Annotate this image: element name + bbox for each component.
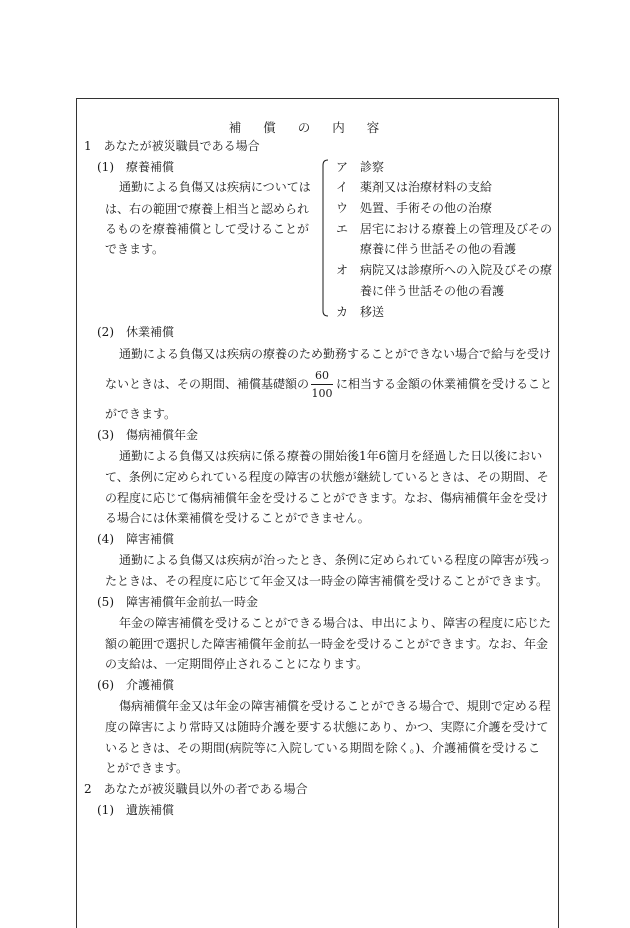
fraction-bar [311,384,333,385]
item-1-label: (1) 療養補償 [97,160,174,174]
item-3-text-line: る場合には休業補償を受けることができません。 [105,511,370,525]
item-4-text-line: 通勤による負傷又は疾病が治ったとき、条例に定められている程度の障害が残っ [119,553,551,567]
fraction-60-100 [311,369,333,400]
item-6-text-line: 傷病補償年金又は年金の障害補償を受けることができる場合で、規則で定める程 [119,699,551,713]
item-4-text-line: たときは、その程度に応じて年金又は一時金の障害補償を受けることができます。 [105,574,549,588]
item-4-label: (4) 障害補償 [97,532,174,546]
item-3-label: (3) 傷病補償年金 [97,428,198,442]
scope-item: 養に伴う世話その他の看護 [336,284,505,298]
fraction-numerator: 60 [315,369,329,382]
item-5-text-line: 額の範囲で選択した障害補償年金前払一時金を受けることができます。なお、年金 [105,637,549,651]
item-2-text-line: に相当する金額の休業補償を受けること [336,377,553,391]
item-1-intro-line: るものを療養補償として受けることが [105,222,310,236]
scope-item: イ 薬剤又は治療材料の支給 [336,180,493,194]
item-2-text-line: 通勤による負傷又は疾病の療養のため勤務することができない場合で給与を受け [119,347,552,361]
item-3-text-line: 通勤による負傷又は疾病に係る療養の開始後1年6箇月を経過した日以後におい [119,449,543,463]
scope-item: ア 診察 [336,160,385,174]
item-6-label: (6) 介護補償 [97,678,174,692]
scope-item: 療養に伴う世話その他の看護 [336,242,517,256]
scope-item: エ 居宅における療養上の管理及びその [336,222,553,236]
item-6-text-line: 度の障害により常時又は随時介護を要する状態にあり、かつ、実際に介護を受けて [105,720,549,734]
section-2-heading: 2 あなたが被災職員以外の者である場合 [84,782,308,796]
section-1-heading: 1 あなたが被災職員である場合 [84,139,260,153]
section-2-item-1-label: (1) 遺族補償 [97,803,174,817]
item-2-text-line: ができます。 [105,407,177,421]
item-2-text-line: ないときは、その期間、補償基礎額の [105,377,310,391]
scope-item: オ 病院又は診療所への入院及びその療 [336,263,553,277]
item-1-intro-line: 通勤による負傷又は疾病については [119,180,311,194]
page-title: 補償の内容 [228,120,402,135]
item-3-text-line: の程度に応じて傷病補償年金を受けることができます。なお、傷病補償年金を受け [105,491,549,505]
item-5-text-line: 年金の障害補償を受けることができる場合は、申出により、障害の程度に応じた [119,616,552,630]
scope-item: カ 移送 [336,305,385,319]
item-5-text-line: の支給は、一定期間停止されることになります。 [105,657,369,671]
item-6-text-line: とができます。 [105,761,189,775]
item-6-text-line: いるときは、その期間(病院等に入院している期間を除く。)、介護補償を受けるこ [105,741,541,755]
scope-brace [321,159,329,317]
item-1-intro-line: は、右の範囲で療養上相当と認められ [105,202,310,216]
item-1-intro-line: できます。 [105,242,165,256]
fraction-denominator: 100 [311,387,333,400]
scope-item: ウ 処置、手術その他の治療 [336,201,493,215]
item-2-label: (2) 休業補償 [97,325,174,339]
item-5-label: (5) 障害補償年金前払一時金 [97,595,258,609]
item-3-text-line: て、条例に定められている程度の障害の状態が継続しているときは、その期間、そ [105,470,549,484]
